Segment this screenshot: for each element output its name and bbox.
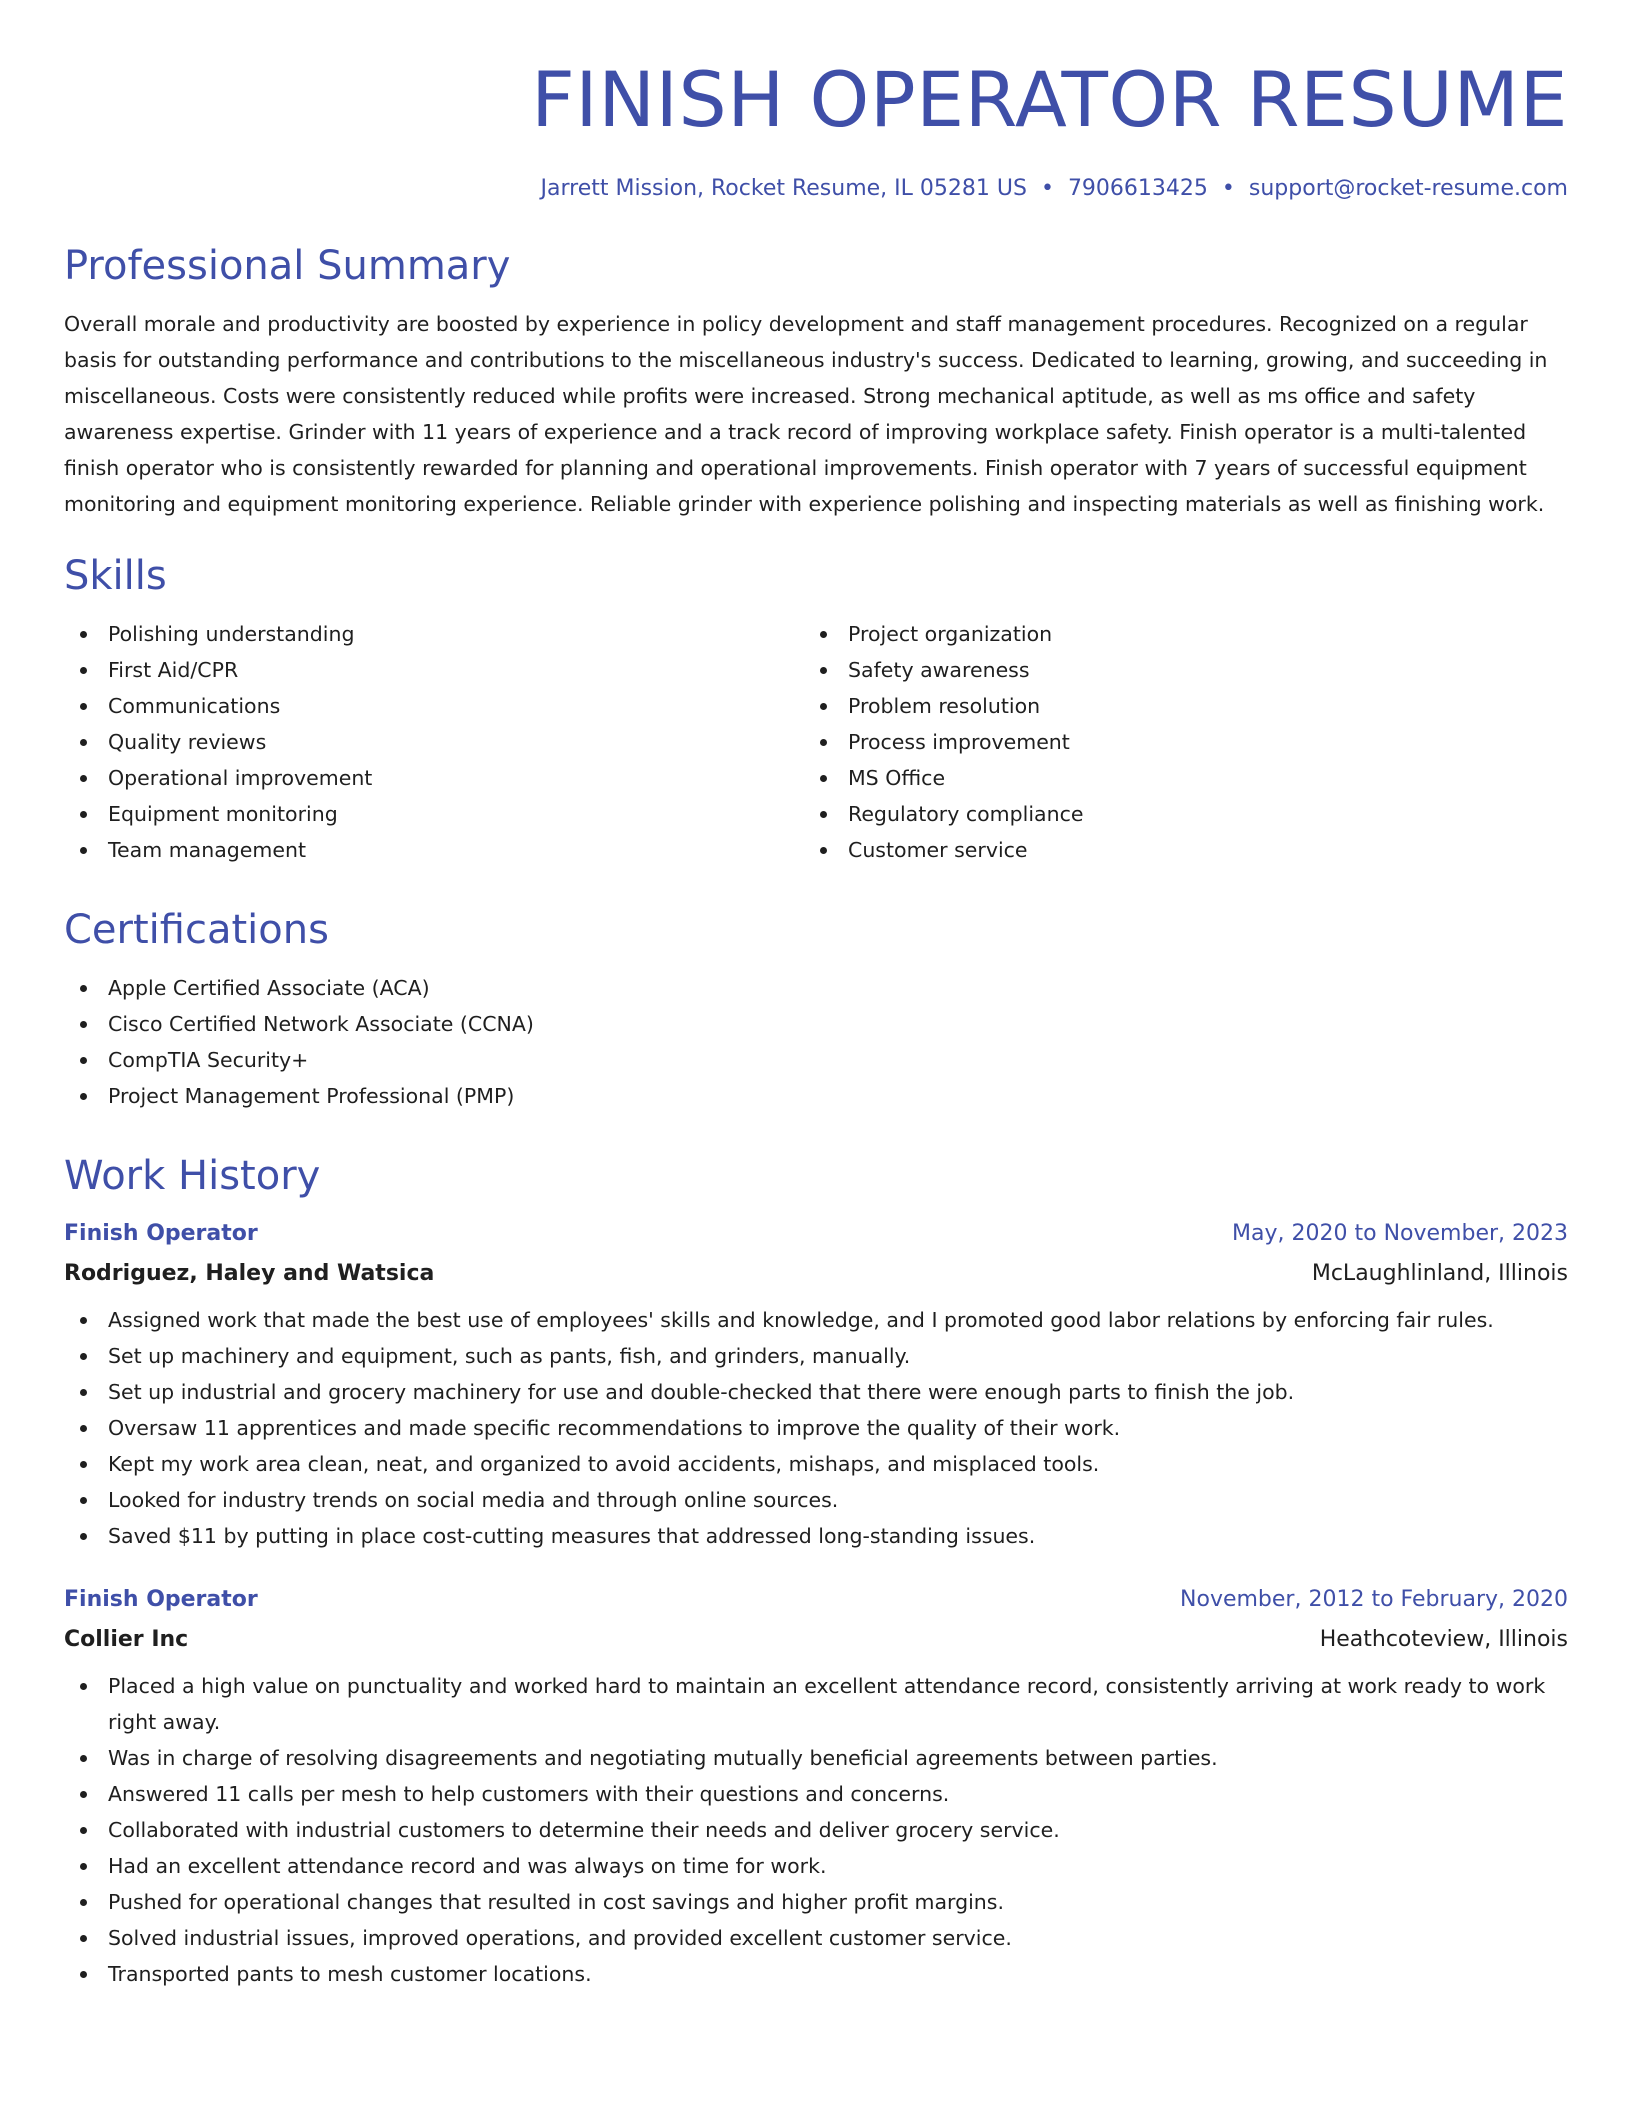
certifications-list <box>64 970 1568 1114</box>
job-duty-item: Pushed for operational changes that resulted in cost savings and higher profit margins. <box>64 1884 1568 1920</box>
skill-item: Problem resolution <box>804 688 1544 724</box>
job-header-row <box>64 1218 1568 1250</box>
section-heading-certifications: Certifications <box>64 907 329 953</box>
job-duty-item: Assigned work that made the best use of employees' skills and knowledge, and I promoted good labor relations by enforcing fair rules. <box>64 1302 1568 1338</box>
certification-item: Project Management Professional (PMP) <box>64 1078 1568 1114</box>
summary-section <box>64 240 1568 522</box>
job-title: Finish Operator <box>64 1221 258 1246</box>
skill-item: Safety awareness <box>804 652 1544 688</box>
contact-email: support@rocket-resume.com <box>1248 176 1568 201</box>
certification-item: Cisco Certified Network Associate (CCNA) <box>64 1006 1568 1042</box>
job-duty-item: Saved $11 by putting in place cost-cutting measures that addressed long-standing issues. <box>64 1518 1568 1554</box>
job-duty-item: Oversaw 11 apprentices and made specific recommendations to improve the quality of their work. <box>64 1410 1568 1446</box>
job-company: Rodriguez, Haley and Watsica <box>64 1261 435 1286</box>
section-heading-skills: Skills <box>64 553 167 599</box>
job-duty-item: Set up industrial and grocery machinery for use and double-checked that there were enough parts to finish the job. <box>64 1374 1568 1410</box>
skills-column-left <box>64 616 804 868</box>
skill-item: MS Office <box>804 760 1544 796</box>
contact-separator: • <box>1221 176 1235 201</box>
job-duty-item: Looked for industry trends on social media and through online sources. <box>64 1482 1568 1518</box>
job-entry <box>64 1218 1568 1554</box>
skill-item: First Aid/CPR <box>64 652 804 688</box>
skills-section <box>64 550 1568 868</box>
job-dates: November, 2012 to February, 2020 <box>1180 1587 1568 1612</box>
section-heading-summary: Professional Summary <box>64 243 511 289</box>
skill-item: Team management <box>64 832 804 868</box>
section-heading-work-history: Work History <box>64 1153 321 1199</box>
skills-column-right <box>804 616 1544 868</box>
job-duty-item: Set up machinery and equipment, such as pants, fish, and grinders, manually. <box>64 1338 1568 1374</box>
contact-line <box>64 174 1568 204</box>
job-header-row <box>64 1584 1568 1616</box>
skill-item: Quality reviews <box>64 724 804 760</box>
job-entry <box>64 1584 1568 1992</box>
job-duty-item: Had an excellent attendance record and was always on time for work. <box>64 1848 1568 1884</box>
summary-paragraph: Overall morale and productivity are boosted by experience in policy development and staff management procedures. Recognized on a regular basis for outstanding performance and contributions to the miscellaneous industry's success. Dedicated to learning, growing, and succeeding in miscellaneous. Costs were consistently reduced while profits were increased. Strong mechanical aptitude, as well as ms office and safety awareness expertise. Grinder with 11 years of experience and a track record of improving workplace safety. Finish operator is a multi-talented finish operator who is consistently rewarded for planning and operational improvements. Finish operator with 7 years of successful equipment monitoring and equipment monitoring experience. Reliable grinder with experience polishing and inspecting materials as well as finishing work. <box>64 312 1548 516</box>
job-duty-item: Placed a high value on punctuality and worked hard to maintain an excellent attendance record, consistently arriving at work ready to work right away. <box>64 1668 1568 1740</box>
skill-item: Regulatory compliance <box>804 796 1544 832</box>
job-duty-item: Collaborated with industrial customers to determine their needs and deliver grocery service. <box>64 1812 1568 1848</box>
certification-item: CompTIA Security+ <box>64 1042 1568 1078</box>
job-location: McLaughlinland, Illinois <box>1311 1261 1568 1286</box>
skill-item: Project organization <box>804 616 1544 652</box>
skill-item: Customer service <box>804 832 1544 868</box>
job-employer-row <box>64 1624 1568 1656</box>
resume-header <box>64 50 1568 204</box>
certifications-section <box>64 904 1568 1114</box>
job-title: Finish Operator <box>64 1587 258 1612</box>
skills-grid <box>64 616 1568 868</box>
job-duty-item: Was in charge of resolving disagreements and negotiating mutually beneficial agreements between parties. <box>64 1740 1568 1776</box>
contact-address: Jarrett Mission, Rocket Resume, IL 05281 US <box>540 176 1027 201</box>
job-employer-row <box>64 1258 1568 1290</box>
job-duty-item: Solved industrial issues, improved operations, and provided excellent customer service. <box>64 1920 1568 1956</box>
skill-item: Equipment monitoring <box>64 796 804 832</box>
job-duty-item: Answered 11 calls per mesh to help customers with their questions and concerns. <box>64 1776 1568 1812</box>
job-duty-item: Kept my work area clean, neat, and organized to avoid accidents, mishaps, and misplaced tools. <box>64 1446 1568 1482</box>
job-duties-list <box>64 1302 1568 1554</box>
skill-item: Communications <box>64 688 804 724</box>
contact-phone: 7906613425 <box>1067 176 1208 201</box>
skill-item: Polishing understanding <box>64 616 804 652</box>
job-duties-list <box>64 1668 1568 1992</box>
resume-title: FINISH OPERATOR RESUME <box>531 55 1568 144</box>
job-dates: May, 2020 to November, 2023 <box>1232 1221 1568 1246</box>
job-duty-item: Transported pants to mesh customer locations. <box>64 1956 1568 1992</box>
skill-item: Process improvement <box>804 724 1544 760</box>
certification-item: Apple Certified Associate (ACA) <box>64 970 1568 1006</box>
job-location: Heathcoteview, Illinois <box>1319 1627 1568 1652</box>
contact-separator: • <box>1040 176 1054 201</box>
job-company: Collier Inc <box>64 1627 189 1652</box>
skill-item: Operational improvement <box>64 760 804 796</box>
work-history-section <box>64 1150 1568 1992</box>
